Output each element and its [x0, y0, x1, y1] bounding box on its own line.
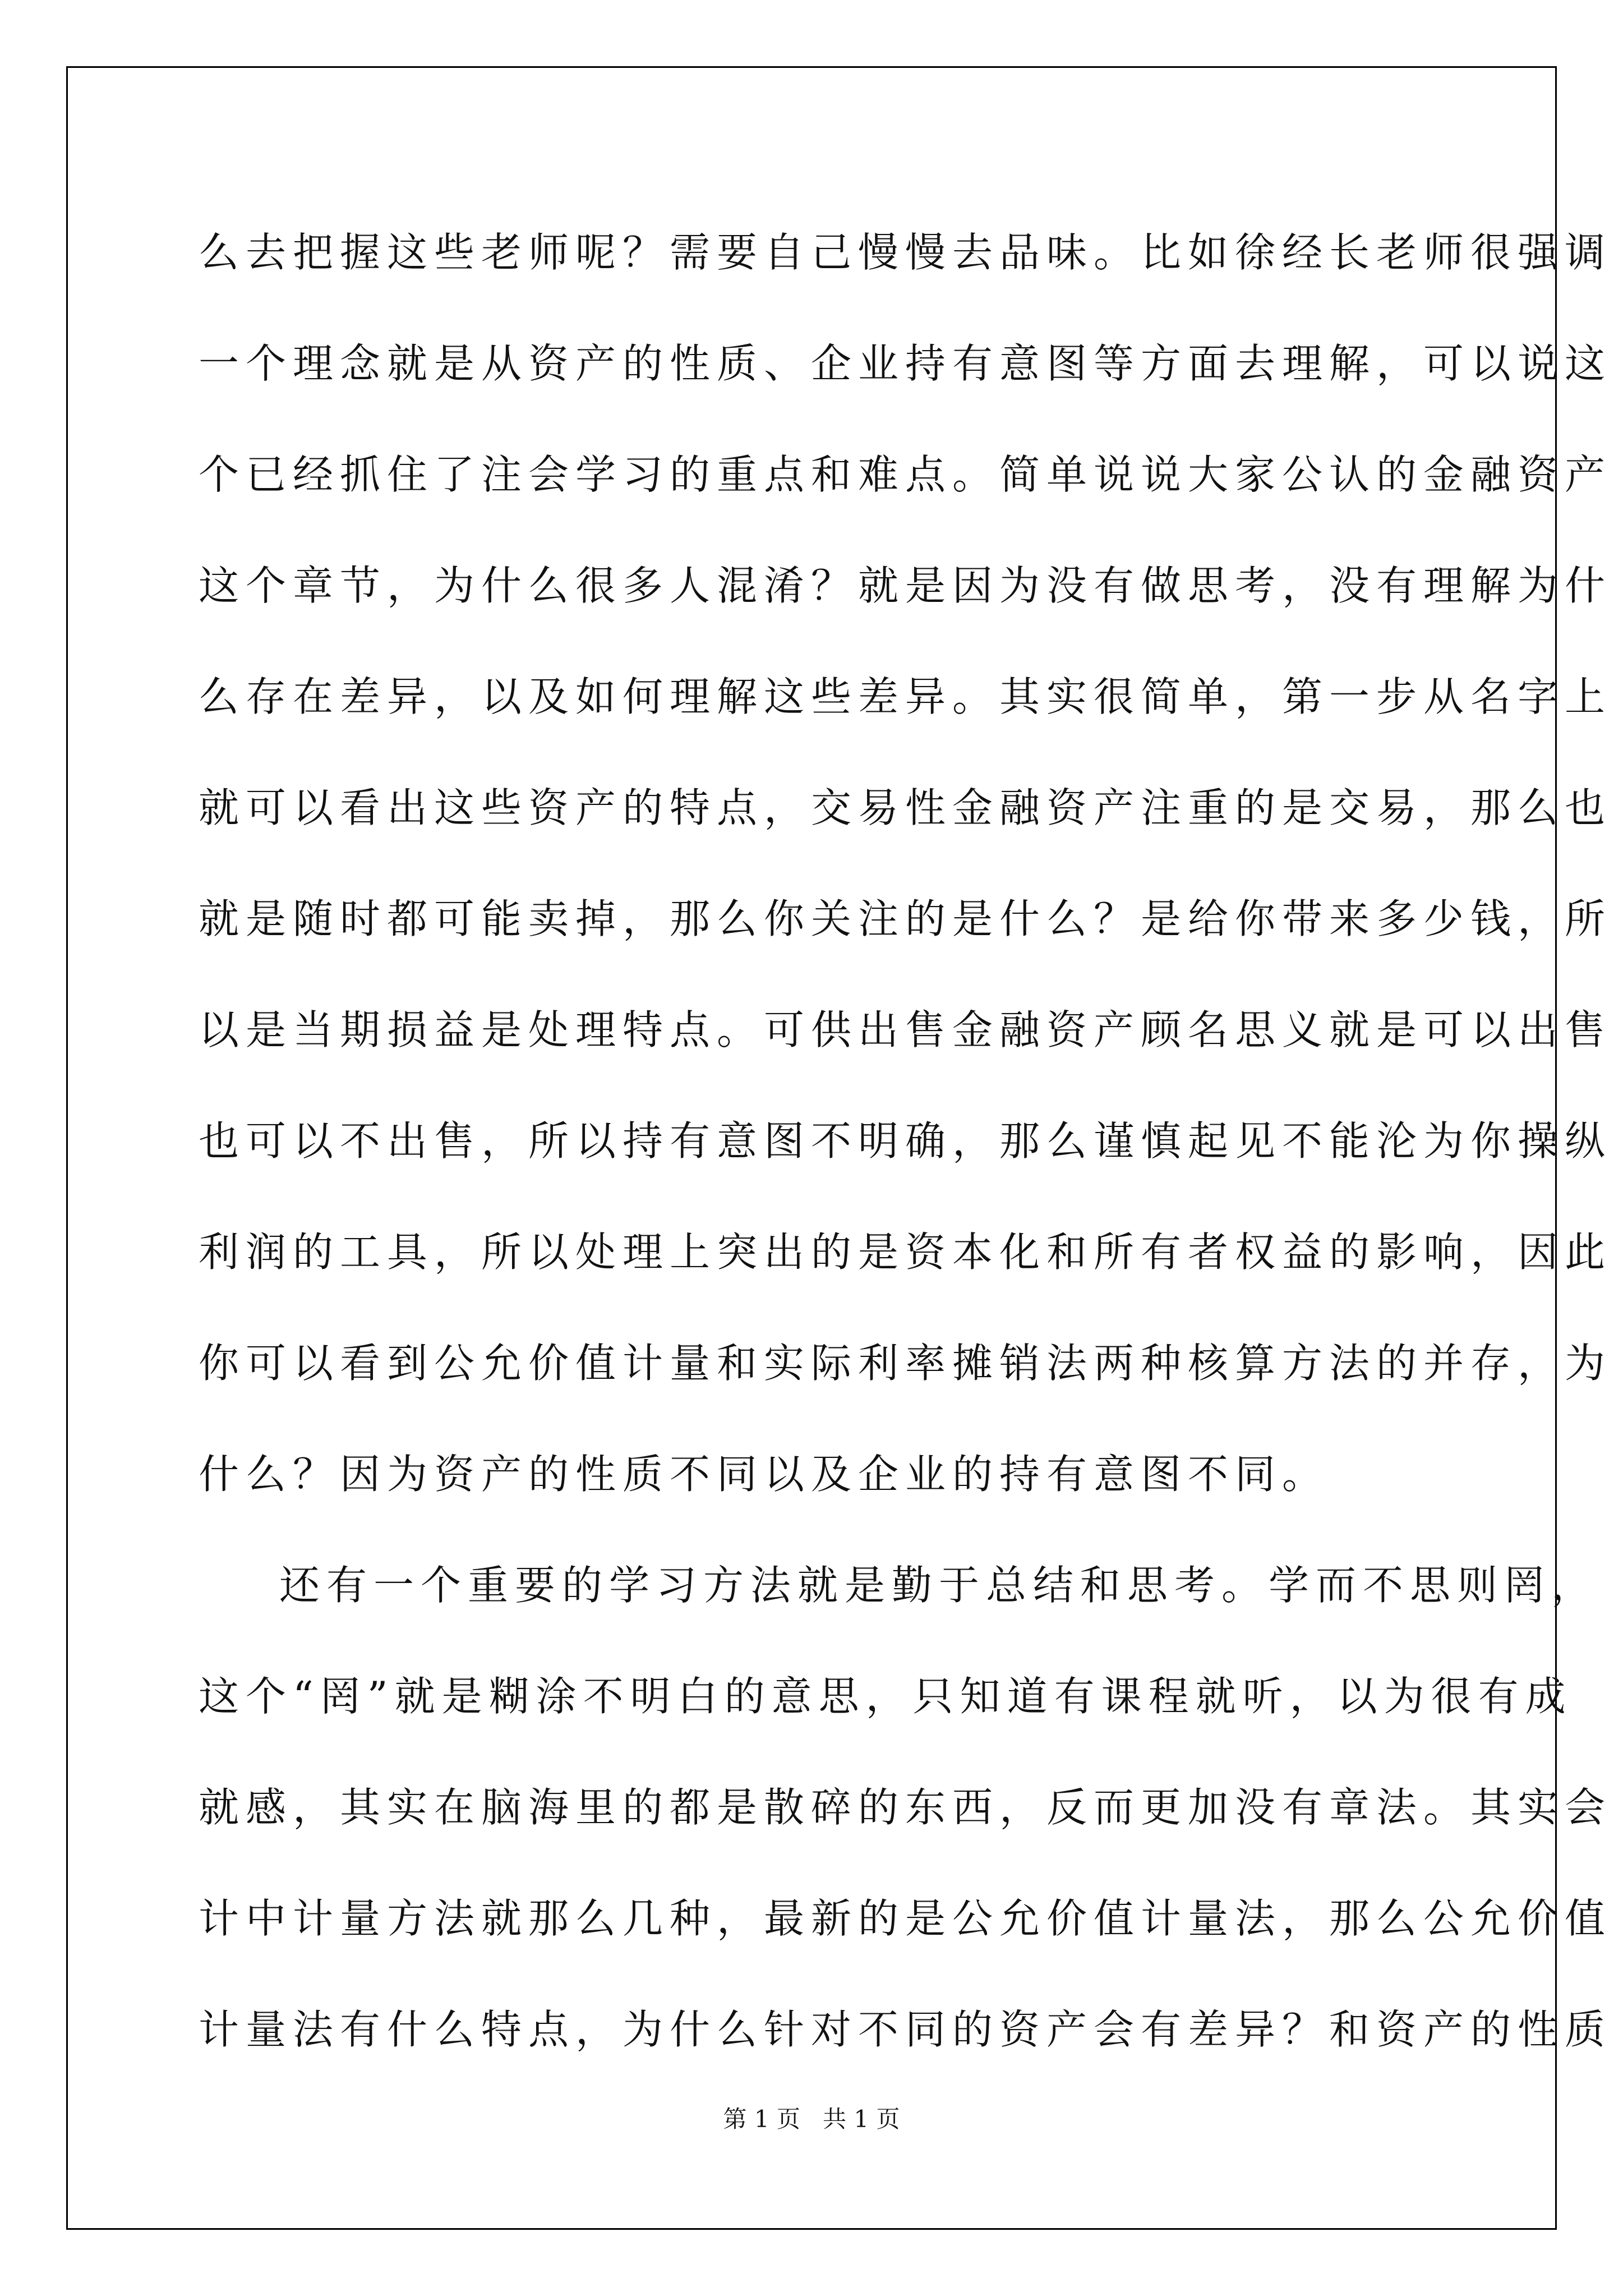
text-line: 就感，其实在脑海里的都是散碎的东西，反而更加没有章法。其实会 — [199, 1784, 1612, 1831]
text-line: 什么？因为资产的性质不同以及企业的持有意图不同。 — [199, 1451, 1330, 1498]
text-line: 计量法有什么特点，为什么针对不同的资产会有差异？和资产的性质 — [199, 2006, 1612, 2053]
document-body — [199, 197, 1612, 2085]
text-line: 一个理念就是从资产的性质、企业持有意图等方面去理解，可以说这 — [199, 340, 1612, 387]
text-line: 利润的工具，所以处理上突出的是资本化和所有者权益的影响，因此 — [199, 1228, 1612, 1276]
text-line: 么存在差异，以及如何理解这些差异。其实很简单，第一步从名字上 — [199, 673, 1612, 720]
text-line: 就可以看出这些资产的特点，交易性金融资产注重的是交易，那么也 — [199, 784, 1612, 831]
text-line: 么去把握这些老师呢？需要自己慢慢去品味。比如徐经长老师很强调 — [199, 229, 1612, 276]
text-line: 这个“罔”就是糊涂不明白的意思，只知道有课程就听，以为很有成 — [199, 1673, 1573, 1720]
text-line: 你可以看到公允价值计量和实际利率摊销法两种核算方法的并存，为 — [199, 1340, 1612, 1387]
text-line: 个已经抓住了注会学习的重点和难点。简单说说大家公认的金融资产 — [199, 451, 1612, 498]
text-line: 也可以不出售，所以持有意图不明确，那么谨慎起见不能沦为你操纵 — [199, 1117, 1612, 1165]
text-line: 这个章节，为什么很多人混淆？就是因为没有做思考，没有理解为什 — [199, 562, 1612, 609]
text-line: 就是随时都可能卖掉，那么你关注的是什么？是给你带来多少钱，所 — [199, 895, 1612, 942]
text-line: 计中计量方法就那么几种，最新的是公允价值计量法，那么公允价值 — [199, 1895, 1612, 1942]
text-line: 以是当期损益是处理特点。可供出售金融资产顾名思义就是可以出售 — [199, 1006, 1612, 1053]
paragraph-start-line: 还有一个重要的学习方法就是勤于总结和思考。学而不思则罔， — [279, 1562, 1599, 1609]
page-number-footer: 第 1 页 共 1 页 — [723, 2105, 900, 2133]
